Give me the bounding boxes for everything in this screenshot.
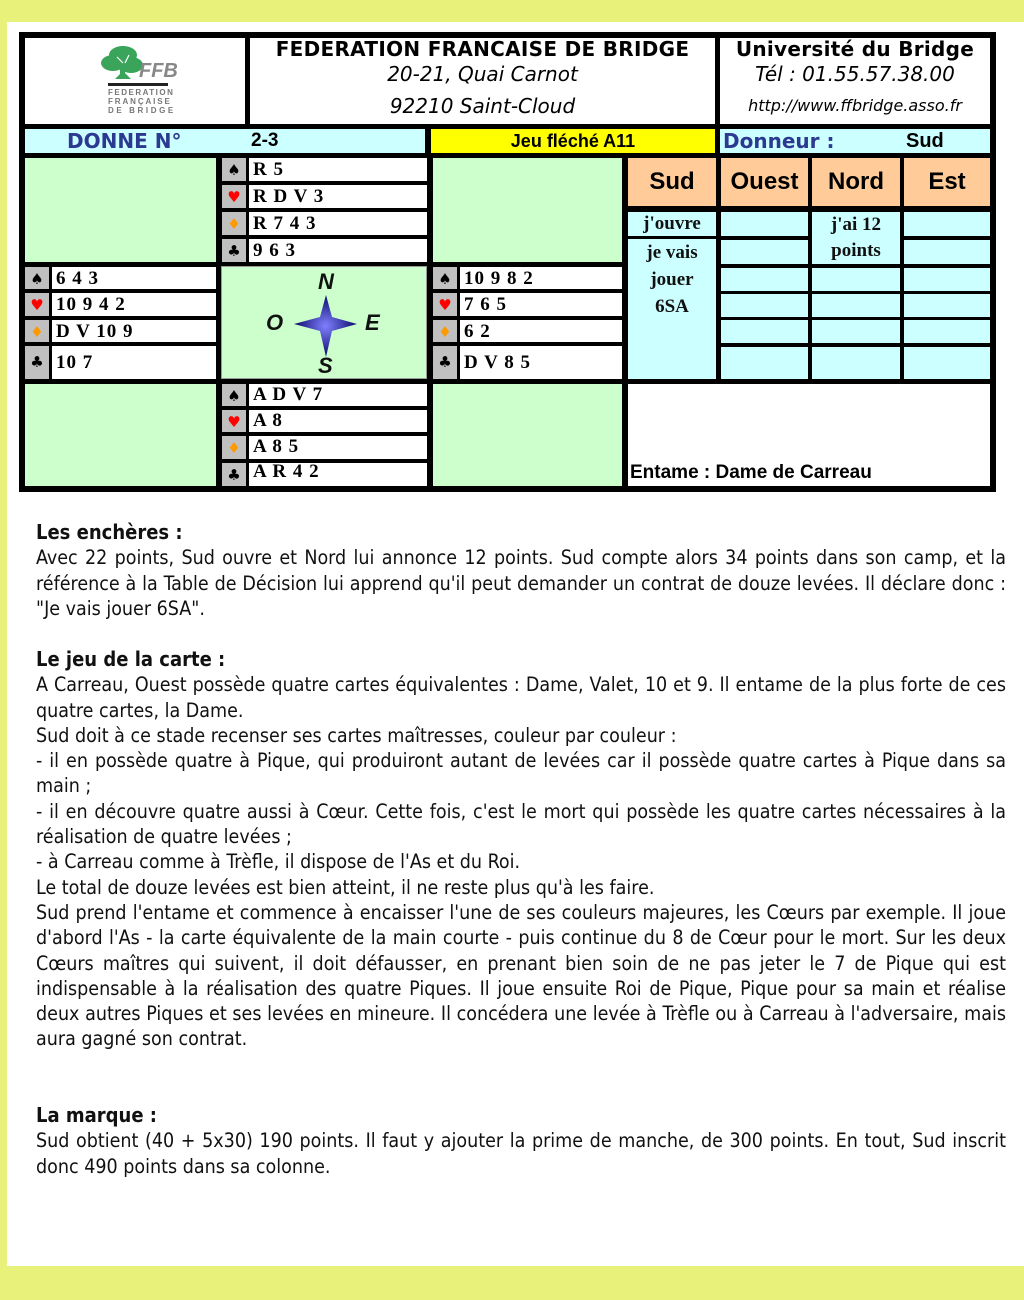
club-icon: ♣	[433, 346, 457, 379]
address-line-2: 92210 Saint-Cloud	[389, 94, 576, 118]
sud-bid-2-line-2: jouer	[650, 269, 694, 290]
svg-text:FFB: FFB	[139, 60, 178, 82]
donneur-value: Sud	[906, 130, 944, 152]
section-marque	[36, 1103, 1006, 1179]
corner-top-left	[25, 158, 216, 262]
diamond-icon: ♦	[25, 320, 49, 342]
est-bid-cell	[904, 240, 990, 264]
paragraph: Sud doit à ce stade recenser ses cartes maîtresses, couleur par couleur :	[36, 723, 677, 747]
entame: Entame : Dame de Carreau	[630, 462, 872, 483]
entame-cell	[628, 384, 990, 486]
diamond-icon: ♦	[222, 436, 246, 459]
est-hearts: 7 6 5	[460, 293, 622, 316]
tree-icon	[101, 46, 143, 79]
paragraph: Sud prend l'entame et commence à encaisser l'une de ses couleurs majeures, les Cœurs par exemple. Il joue d'abord l'As - la carte équivalente de la main courte - puis continue du 8 de Cœur pour le mort. Sur les deux Cœurs maîtres qui suivent, il doit défausser, en prenant bien soin de ne pas jeter le 7 de Pique qui est indispensable à la réalisation des quatre Piques. Il joue ensuite Roi de Pique, Pique pour sa main et réalise deux autres Piques et ses levées en mineure. Il concédera une levée à Trèfle ou à Carreau à l'adversaire, mais aura gagné son contrat.	[36, 900, 1006, 1051]
university-name: Université du Bridge	[735, 38, 975, 61]
ouest-diamonds: D V 10 9	[52, 320, 216, 342]
logo-cell	[25, 38, 245, 124]
est-spades: 10 9 8 2	[460, 267, 622, 289]
auction-header-nord: Nord	[812, 158, 900, 206]
spade-icon: ♠	[25, 267, 49, 289]
diamond-icon: ♦	[222, 212, 246, 235]
heart-icon: ♥	[222, 185, 246, 208]
paragraph: - il en découvre quatre aussi à Cœur. Cette fois, c'est le mort qui possède les quatre cartes nécessaires à la réalisation de quatre levées ;	[36, 799, 1006, 849]
nord-bid-cell	[812, 268, 900, 291]
est-clubs: D V 8 5	[460, 346, 622, 379]
paragraph: Sud obtient (40 + 5x30) 190 points. Il faut y ajouter la prime de manche, de 300 points. En tout, Sud inscrit donc 490 points dans sa colonne.	[36, 1129, 1006, 1178]
ouest-clubs: 10 7	[52, 346, 216, 379]
donne-label: DONNE N°	[67, 129, 182, 153]
ouest-bid-cell	[721, 268, 808, 291]
auction-header-est: Est	[904, 158, 990, 206]
sud-bid-2	[628, 239, 716, 379]
donne-cell	[25, 129, 425, 153]
paragraph: Le total de douze levées est bien atteint, il ne reste plus qu'à les faire.	[36, 875, 655, 899]
ouest-bid-cell	[721, 294, 808, 317]
nord-spades: R 5	[249, 158, 427, 181]
compass-s: S	[318, 353, 333, 378]
section-jeu	[36, 647, 1006, 1052]
compass-cell	[221, 266, 427, 379]
federation-name: FEDERATION FRANCAISE DE BRIDGE	[275, 38, 690, 61]
jeu-cell	[431, 129, 715, 153]
sud-bid-2-line-3: 6SA	[655, 296, 689, 317]
club-icon: ♣	[222, 463, 246, 486]
svg-text:DE BRIDGE: DE BRIDGE	[108, 106, 176, 115]
paragraph: A Carreau, Ouest possède quatre cartes équivalentes : Dame, Valet, 10 et 9. Il entame de la plus forte de ces quatre cartes, la Dame.	[36, 673, 1006, 722]
est-bid-cell	[904, 212, 990, 236]
nord-bid-1	[812, 212, 900, 264]
diamond-icon: ♦	[433, 320, 457, 342]
ouest-bid-cell	[721, 347, 808, 379]
sud-bid-2-line-1: je vais	[646, 242, 698, 263]
club-icon: ♣	[222, 239, 246, 262]
heart-icon: ♥	[25, 293, 49, 316]
phone: Tél : 01.55.57.38.00	[755, 62, 955, 86]
nord-bid-cell	[812, 347, 900, 379]
website[interactable]: http://www.ffbridge.asso.fr	[748, 96, 962, 115]
section-title-marque: La marque :	[36, 1103, 157, 1127]
ouest-spades: 6 4 3	[52, 267, 216, 289]
corner-top-right	[433, 158, 622, 262]
compass-e: E	[365, 310, 380, 335]
svg-text:FEDERATION: FEDERATION	[108, 88, 175, 97]
compass-o: O	[266, 310, 284, 335]
spade-icon: ♠	[433, 267, 457, 289]
nord-clubs: 9 6 3	[249, 239, 427, 262]
est-bid-cell	[904, 347, 990, 379]
svg-text:FRANÇAISE: FRANÇAISE	[108, 97, 172, 106]
sud-hearts: A 8	[249, 410, 427, 432]
ouest-bid-cell	[721, 240, 808, 264]
ouest-hearts: 10 9 4 2	[52, 293, 216, 316]
nord-bid-cell	[812, 320, 900, 343]
heart-icon: ♥	[433, 293, 457, 316]
ouest-bid-cell	[721, 320, 808, 343]
sud-clubs: A R 4 2	[249, 463, 427, 486]
section-encheres	[36, 520, 1006, 621]
ouest-bid-cell	[721, 212, 808, 236]
est-bid-cell	[904, 294, 990, 317]
donneur-label: Donneur :	[723, 129, 835, 153]
donneur-cell	[720, 129, 990, 153]
club-icon: ♣	[25, 346, 49, 379]
est-bid-cell	[904, 320, 990, 343]
est-bid-cell	[904, 268, 990, 291]
nord-bid-1-line-2: points	[831, 240, 881, 261]
paragraph: Avec 22 points, Sud ouvre et Nord lui annonce 12 points. Sud compte alors 34 points dans son camp, et la référence à la Table de Décision lui apprend qu'il peut demander un contrat de douze levées. Il déclare donc : "Je vais jouer 6SA".	[36, 546, 1006, 620]
compass-n: N	[318, 269, 334, 294]
address-line-1: 20-21, Quai Carnot	[387, 62, 578, 86]
ffb-logo	[95, 41, 185, 121]
section-title-encheres: Les enchères :	[36, 520, 183, 544]
sud-spades: A D V 7	[249, 384, 427, 406]
sud-diamonds: A 8 5	[249, 436, 427, 459]
paragraph: - il en possède quatre à Pique, qui produiront autant de levées car il possède quatre cartes à Pique dans sa main ;	[36, 749, 1006, 798]
corner-bottom-right	[433, 384, 622, 486]
university-cell	[720, 38, 990, 124]
spade-icon: ♠	[222, 158, 246, 181]
auction-header-ouest: Ouest	[721, 158, 808, 206]
heart-icon: ♥	[222, 410, 246, 432]
nord-bid-cell	[812, 294, 900, 317]
donne-value: 2-3	[251, 130, 279, 151]
est-diamonds: 6 2	[460, 320, 622, 342]
jeu-title: Jeu fléché A11	[510, 131, 636, 151]
nord-diamonds: R 7 4 3	[249, 212, 427, 235]
nord-hearts: R D V 3	[249, 185, 427, 208]
paragraph: - à Carreau comme à Trèfle, il dispose de l'As et du Roi.	[36, 850, 521, 874]
spade-icon: ♠	[222, 384, 246, 406]
section-title-jeu: Le jeu de la carte :	[36, 647, 226, 671]
auction-header-sud: Sud	[628, 158, 716, 206]
nord-bid-1-line-1: j'ai 12	[830, 214, 882, 235]
sud-bid-1: j'ouvre	[628, 212, 716, 236]
corner-bottom-left	[25, 384, 216, 486]
federation-cell	[250, 38, 715, 124]
